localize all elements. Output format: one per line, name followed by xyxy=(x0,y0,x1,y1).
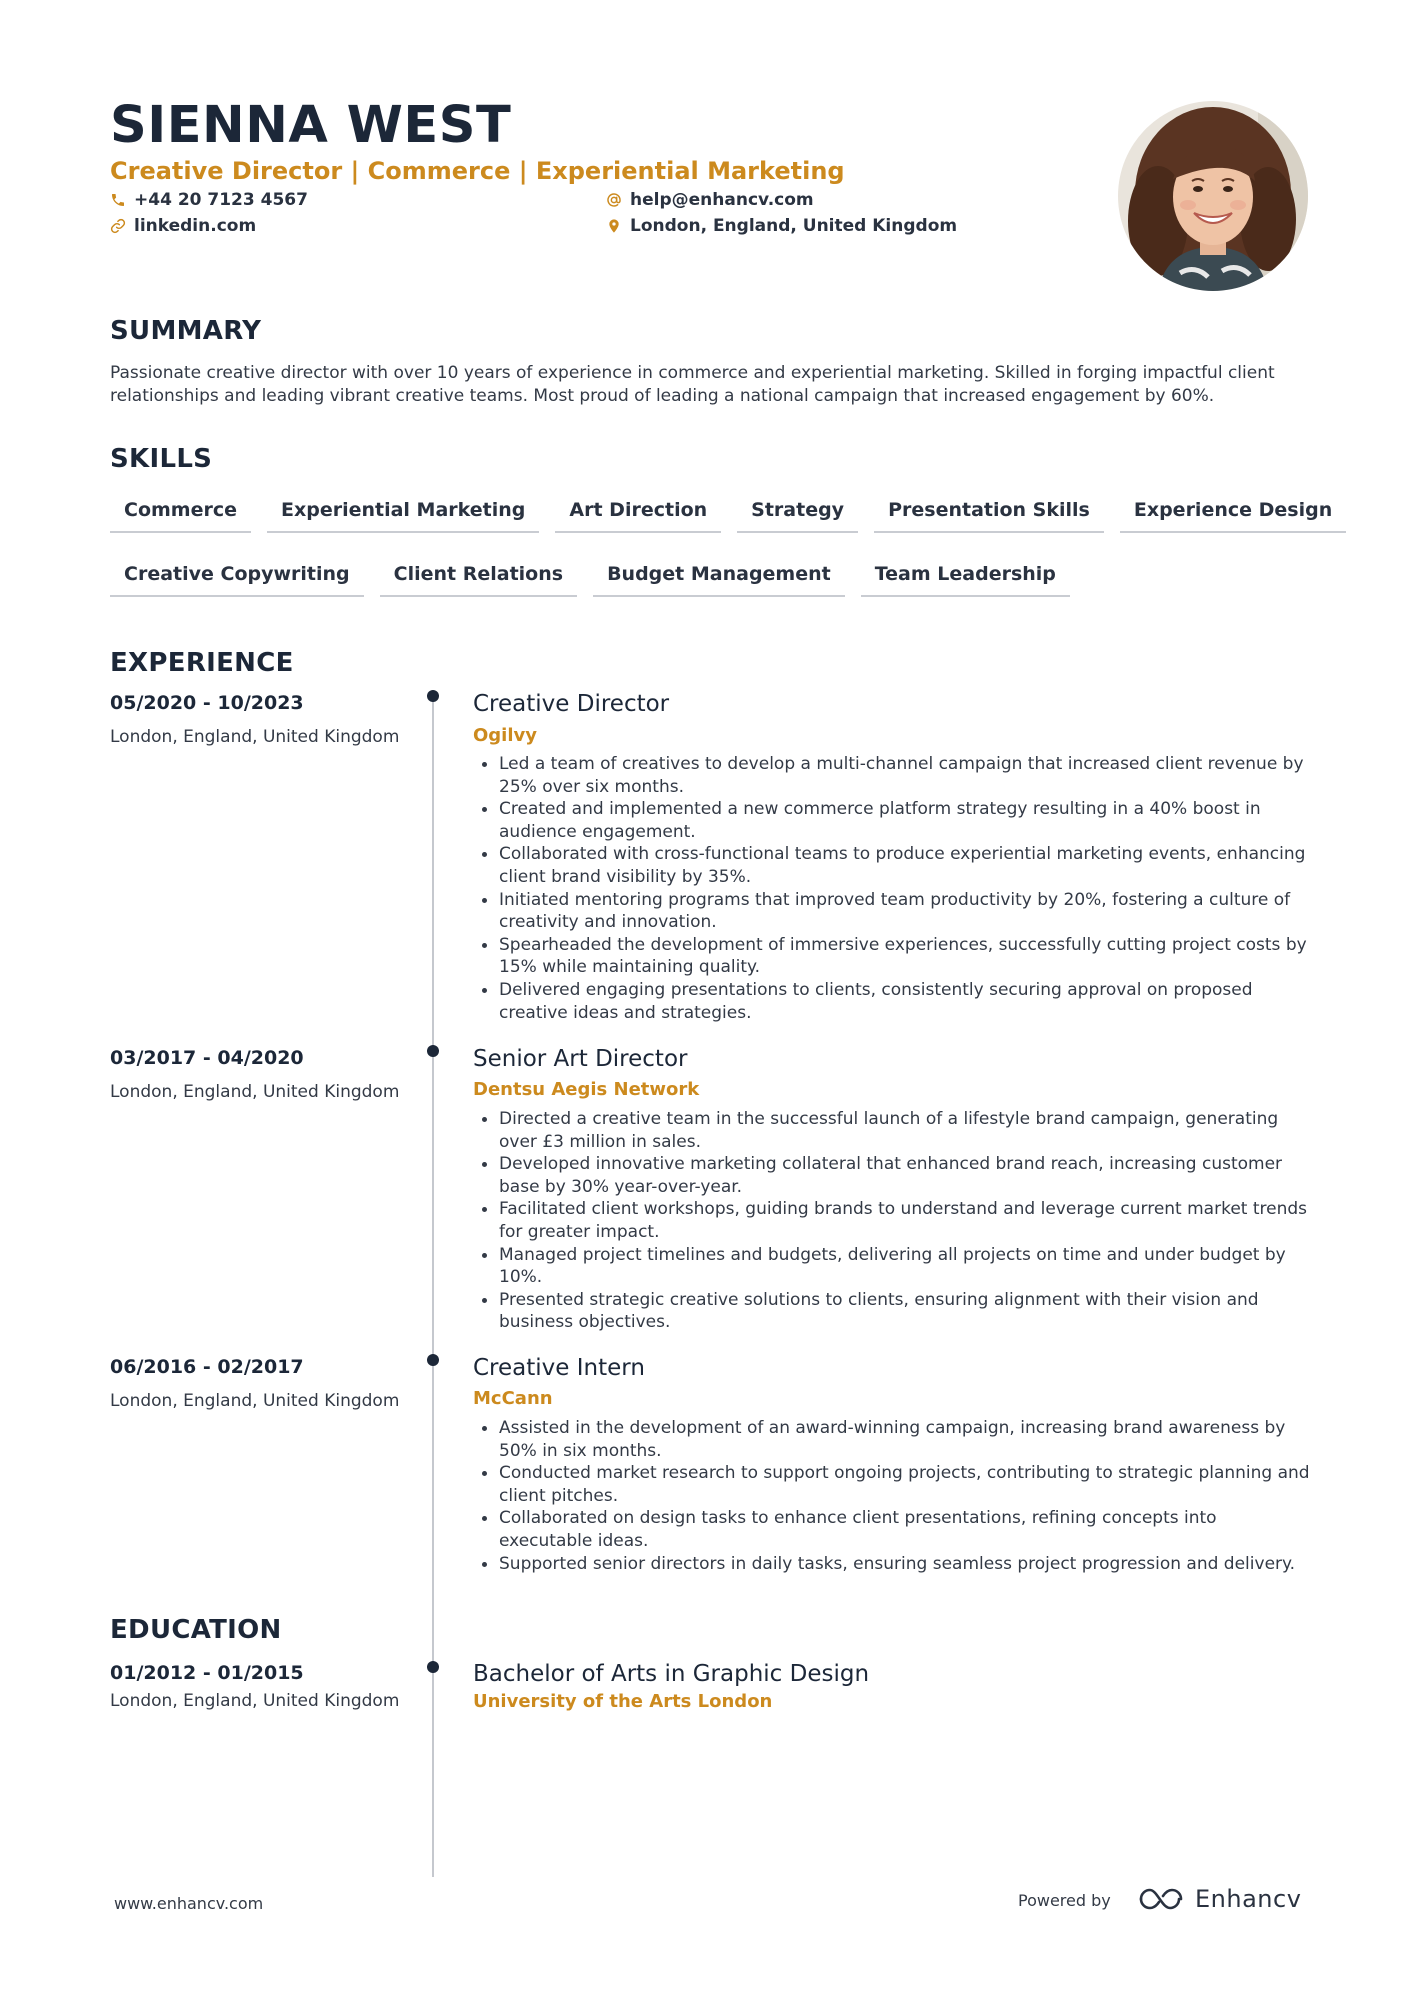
entry-bullets xyxy=(473,1108,1313,1334)
skill-tag: Presentation Skills xyxy=(874,493,1104,533)
bullet-item: Supported senior directors in daily tasks, ensuring seamless project progression and delivery. xyxy=(473,1553,1313,1576)
linkedin-link[interactable]: linkedin.com xyxy=(134,216,257,236)
experience-heading: EXPERIENCE xyxy=(110,648,294,678)
entry-dates: 05/2020 - 10/2023 xyxy=(110,692,304,714)
summary-text: Passionate creative director with over 10 years of experience in commerce and experiential marketing. Skilled in forging impactful client relationships and leading vibrant creative teams. Most proud of leading a national campaign that increased engagement by 60%. xyxy=(110,363,1275,406)
bullet-item: Created and implemented a new commerce platform strategy resulting in a 40% boost in audience engagement. xyxy=(473,798,1313,843)
candidate-headline: Creative Director | Commerce | Experiential Marketing xyxy=(110,157,845,185)
location-text: London, England, United Kingdom xyxy=(630,216,958,236)
footer-brand-logo[interactable] xyxy=(1137,1884,1301,1914)
education-heading: EDUCATION xyxy=(110,1615,282,1645)
skills-heading: SKILLS xyxy=(110,444,213,474)
email-link[interactable]: help@enhancv.com xyxy=(630,190,814,210)
profile-photo xyxy=(1118,101,1308,291)
footer-powered-by: Powered by xyxy=(1018,1891,1111,1910)
education-degree: Bachelor of Arts in Graphic Design xyxy=(473,1661,870,1687)
bullet-item: Developed innovative marketing collateral that enhanced brand reach, increasing customer base by 30% year-over-year. xyxy=(473,1153,1313,1198)
candidate-name: SIENNA WEST xyxy=(110,96,512,155)
education-school: University of the Arts London xyxy=(473,1691,773,1712)
footer-url[interactable]: www.enhancv.com xyxy=(114,1894,264,1913)
bullet-item: Led a team of creatives to develop a multi-channel campaign that increased client revenue by 25% over six months. xyxy=(473,753,1313,798)
skill-tag: Client Relations xyxy=(380,557,577,597)
skill-tag: Art Direction xyxy=(555,493,721,533)
phone-icon xyxy=(110,192,126,208)
education-dates: 01/2012 - 01/2015 xyxy=(110,1662,304,1684)
phone-text: +44 20 7123 4567 xyxy=(134,190,308,210)
footer-brand-text: Enhancv xyxy=(1195,1885,1302,1913)
timeline-dot xyxy=(427,1045,439,1057)
entry-dates: 06/2016 - 02/2017 xyxy=(110,1356,304,1378)
bullet-item: Collaborated on design tasks to enhance client presentations, refining concepts into executable ideas. xyxy=(473,1507,1313,1552)
contact-phone xyxy=(110,189,308,211)
entry-bullets xyxy=(473,1417,1313,1575)
skill-tag: Strategy xyxy=(737,493,858,533)
bullet-item: Facilitated client workshops, guiding brands to understand and leverage current market trends for greater impact. xyxy=(473,1198,1313,1243)
entry-company: McCann xyxy=(473,1388,553,1409)
skill-tag: Team Leadership xyxy=(861,557,1070,597)
bullet-item: Directed a creative team in the successful launch of a lifestyle brand campaign, generating over £3 million in sales. xyxy=(473,1108,1313,1153)
skills-row-2 xyxy=(110,557,1310,597)
contact-linkedin[interactable] xyxy=(110,215,256,237)
bullet-item: Initiated mentoring programs that improved team productivity by 20%, fostering a culture of creativity and innovation. xyxy=(473,889,1313,934)
entry-location: London, England, United Kingdom xyxy=(110,1082,400,1102)
skill-tag: Experiential Marketing xyxy=(267,493,539,533)
bullet-item: Managed project timelines and budgets, delivering all projects on time and under budget by 10%. xyxy=(473,1244,1313,1289)
skills-list xyxy=(110,493,1333,621)
link-icon xyxy=(110,218,126,234)
entry-company: Dentsu Aegis Network xyxy=(473,1079,700,1100)
bullet-item: Presented strategic creative solutions to clients, ensuring alignment with their vision and business objectives. xyxy=(473,1289,1313,1334)
skill-tag: Experience Design xyxy=(1120,493,1346,533)
skill-tag: Budget Management xyxy=(593,557,845,597)
entry-role: Creative Intern xyxy=(473,1355,645,1381)
skill-tag: Creative Copywriting xyxy=(110,557,364,597)
education-location: London, England, United Kingdom xyxy=(110,1691,400,1711)
bullet-item: Spearheaded the development of immersive experiences, successfully cutting project costs by 15% while maintaining quality. xyxy=(473,934,1313,979)
skills-row-1 xyxy=(110,493,1333,533)
contact-email[interactable] xyxy=(606,189,814,211)
entry-bullets xyxy=(473,753,1313,1024)
bullet-item: Conducted market research to support ongoing projects, contributing to strategic planning and client pitches. xyxy=(473,1462,1313,1507)
timeline-dot xyxy=(427,1354,439,1366)
bullet-item: Delivered engaging presentations to clients, consistently securing approval on proposed creative ideas and strategies. xyxy=(473,979,1313,1024)
at-icon xyxy=(606,192,622,208)
bullet-item: Assisted in the development of an award-winning campaign, increasing brand awareness by 50% in six months. xyxy=(473,1417,1313,1462)
skill-tag: Commerce xyxy=(110,493,251,533)
entry-role: Creative Director xyxy=(473,691,670,717)
entry-location: London, England, United Kingdom xyxy=(110,1391,400,1411)
entry-dates: 03/2017 - 04/2020 xyxy=(110,1047,304,1069)
summary-heading: SUMMARY xyxy=(110,316,262,346)
timeline-line xyxy=(432,697,434,1877)
timeline-dot xyxy=(427,1661,439,1673)
contact-location xyxy=(606,215,957,237)
entry-company: Ogilvy xyxy=(473,725,537,746)
entry-role: Senior Art Director xyxy=(473,1046,688,1072)
timeline-dot xyxy=(427,690,439,702)
enhancv-logo-icon xyxy=(1137,1886,1185,1912)
entry-location: London, England, United Kingdom xyxy=(110,727,400,747)
bullet-item: Collaborated with cross-functional teams to produce experiential marketing events, enhancing client brand visibility by 35%. xyxy=(473,843,1313,888)
location-pin-icon xyxy=(606,218,622,234)
